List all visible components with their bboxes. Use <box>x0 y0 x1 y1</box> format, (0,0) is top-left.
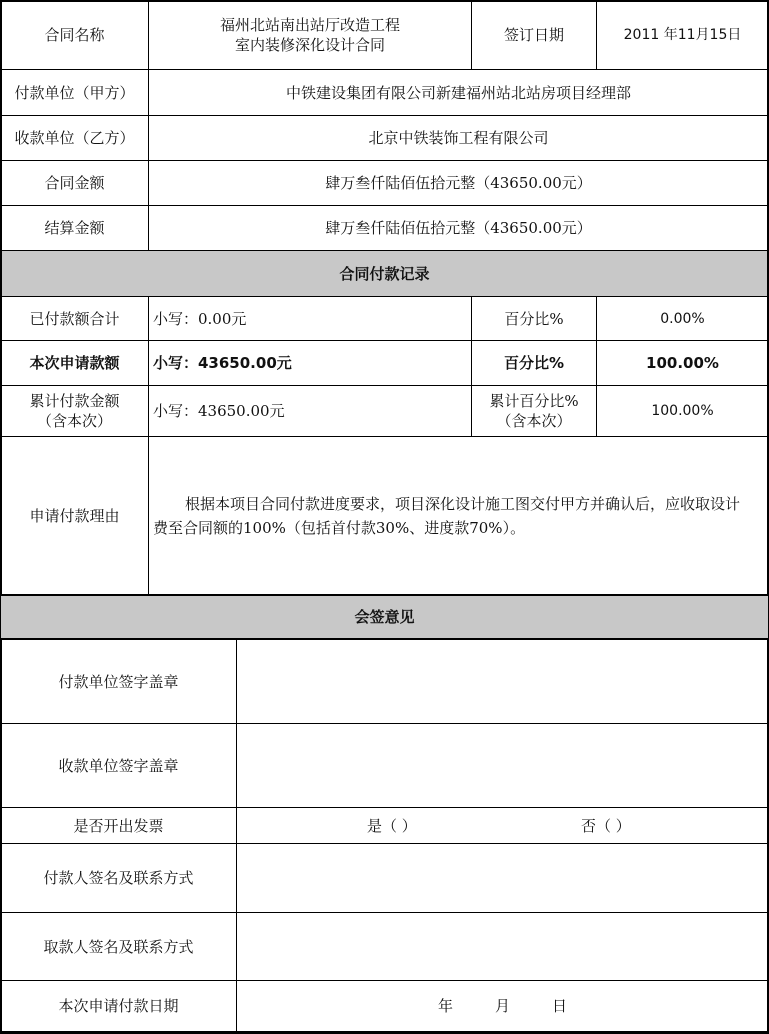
contract-name-label: 合同名称 <box>0 0 149 70</box>
payment-reason-text <box>148 436 769 595</box>
settlement-amount-value: 肆万叁仟陆佰伍拾元整（43650.00元） <box>148 205 769 251</box>
payment-records-header: 合同付款记录 <box>0 250 769 297</box>
cumulative-percent-value: 100.00% <box>596 385 769 437</box>
payer-contact-field[interactable] <box>236 843 769 913</box>
paid-percent-label: 百分比% <box>471 296 597 341</box>
contract-amount-value: 肆万叁仟陆佰伍拾元整（43650.00元） <box>148 160 769 206</box>
settlement-amount-label: 结算金额 <box>0 205 149 251</box>
cumulative-percent-label-line1: 累计百分比% <box>489 392 579 410</box>
payee-sign-label: 收款单位签字盖章 <box>0 723 237 808</box>
payer-value: 中铁建设集团有限公司新建福州站北站房项目经理部 <box>148 69 769 116</box>
contract-name-value <box>148 0 472 70</box>
cumulative-percent-label <box>471 385 597 437</box>
sign-date-value: 2011 年11月15日 <box>596 0 769 70</box>
current-request-label: 本次申请款额 <box>0 340 149 386</box>
contract-amount-label: 合同金额 <box>0 160 149 206</box>
current-percent-value: 100.00% <box>596 340 769 386</box>
payment-reason-label: 申请付款理由 <box>0 436 149 595</box>
apply-date-field[interactable] <box>236 980 769 1032</box>
sign-date-label: 签订日期 <box>471 0 597 70</box>
apply-date-parts <box>438 996 567 1016</box>
payment-reason-paragraph: 根据本项目合同付款进度要求，项目深化设计施工图交付甲方并确认后，应收取设计费至合同额的100%（包括首付款30%、进度款70%）。 <box>153 494 741 537</box>
current-percent-label: 百分比% <box>471 340 597 386</box>
receiver-contact-field[interactable] <box>236 912 769 981</box>
cumulative-percent-label-line2: （含本次） <box>496 412 572 430</box>
receiver-contact-label: 取款人签名及联系方式 <box>0 912 237 981</box>
payee-label: 收款单位（乙方） <box>0 115 149 161</box>
cumulative-amount-value: 小写：43650.00元 <box>148 385 472 437</box>
current-request-value: 小写：43650.00元 <box>148 340 472 386</box>
contract-name-line2: 室内装修深化设计合同 <box>234 36 385 54</box>
apply-date-day: 日 <box>552 997 568 1015</box>
apply-date-month: 月 <box>494 997 510 1015</box>
payer-contact-label: 付款人签名及联系方式 <box>0 843 237 913</box>
invoice-label: 是否开出发票 <box>0 807 237 844</box>
invoice-no-option[interactable]: 否（ ） <box>581 816 631 835</box>
cumulative-amount-label-line1: 累计付款金额 <box>29 392 120 410</box>
payer-sign-label: 付款单位签字盖章 <box>0 639 237 724</box>
contract-name-line1: 福州北站南出站厅改造工程 <box>219 16 400 34</box>
cumulative-amount-label <box>0 385 149 437</box>
apply-date-year: 年 <box>437 997 453 1015</box>
countersign-header: 会签意见 <box>0 594 769 640</box>
cumulative-amount-label-line2: （含本次） <box>36 412 112 430</box>
payer-label: 付款单位（甲方） <box>0 69 149 116</box>
payer-sign-field[interactable] <box>236 639 769 724</box>
payee-sign-field[interactable] <box>236 723 769 808</box>
paid-total-label: 已付款额合计 <box>0 296 149 341</box>
invoice-options <box>236 807 769 844</box>
invoice-yes-option[interactable]: 是（ ） <box>367 816 417 835</box>
apply-date-label: 本次申请付款日期 <box>0 980 237 1032</box>
paid-total-value: 小写：0.00元 <box>148 296 472 341</box>
paid-percent-value: 0.00% <box>596 296 769 341</box>
payee-value: 北京中铁装饰工程有限公司 <box>148 115 769 161</box>
